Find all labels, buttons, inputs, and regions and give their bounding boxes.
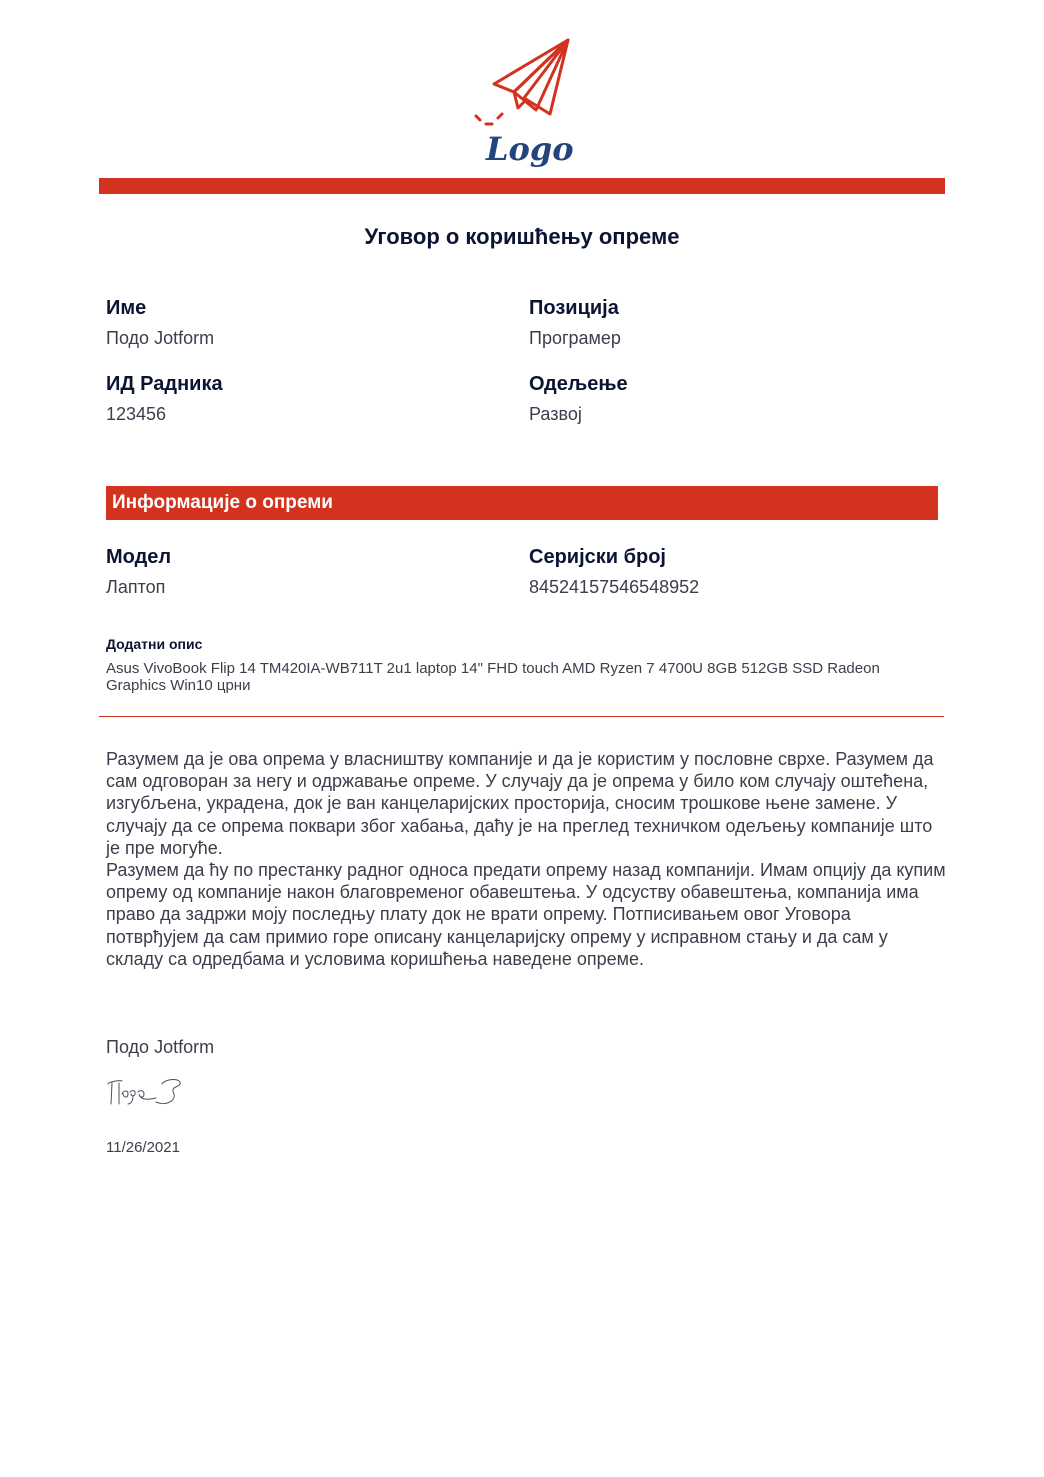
logo — [466, 36, 578, 176]
equipment-section-title: Информације о опреми — [112, 492, 333, 513]
employee-id-label: ИД Радника — [106, 373, 223, 395]
employee-id-field — [106, 373, 223, 425]
employee-id-value: 123456 — [106, 404, 167, 424]
serial-value: 84524157546548952 — [529, 577, 700, 597]
logo-text: Logo — [486, 130, 574, 168]
signatory-name: Подо Jotform — [106, 1037, 215, 1057]
header-accent-bar — [99, 178, 945, 194]
serial-field — [529, 546, 699, 598]
serial-label: Серијски број — [529, 546, 666, 568]
department-value: Развој — [529, 404, 582, 424]
department-field — [529, 373, 628, 425]
motion-dashes-icon — [476, 114, 502, 124]
position-field — [529, 297, 621, 349]
name-label: Име — [106, 297, 147, 319]
section-divider — [99, 716, 944, 717]
department-label: Одељење — [529, 373, 628, 395]
name-value: Подо Jotform — [106, 328, 215, 348]
position-label: Позиција — [529, 297, 619, 319]
description-value: Asus VivoBook Flip 14 TM420IA-WB711T 2u1 laptop 14" FHD touch AMD Ryzen 7 4700U 8GB 512GB SSD Radeon Graphics Win10 црни — [106, 660, 880, 694]
agreement-paragraph: Разумем да је ова опрема у власништву компаније и да је користим у пословне сврхе. Разумем да сам одговоран за негу и одржавање опреме. У случају да је опрема у било ком случају оштећена, изгубљена, украдена, док је ван канцеларијских просторија, сносим трошкове њене замене. У случају да се опрема поквари због хабања, даћу је на преглед техничком одељењу компаније што је пре могуће. — [106, 749, 934, 858]
signature-date: 11/26/2021 — [106, 1139, 180, 1156]
model-field — [106, 546, 171, 598]
position-value: Програмер — [529, 328, 621, 348]
model-label: Модел — [106, 546, 172, 568]
signature-image — [104, 1074, 188, 1110]
paper-plane-icon — [494, 40, 568, 114]
model-value: Лаптоп — [106, 577, 166, 597]
equipment-section-header — [106, 486, 938, 520]
document-title: Уговор о коришћењу опреме — [364, 224, 680, 249]
agreement-text — [106, 748, 946, 970]
name-field — [106, 297, 214, 349]
agreement-paragraph: Разумем да ћу по престанку радног односа предати опрему назад компанији. Имам опцију да купим опрему од компаније након благовременог обавештења. У одсуству обавештења, компанија има право да задржи моју последњу плату док не врати опрему. Потписивањем овог Уговора потврђујем да сам примио горе описану канцеларијску опрему у исправном стању и да сам у складу са одредбама и условима коришћења наведене опреме. — [106, 860, 946, 969]
description-label: Додатни опис — [106, 636, 203, 652]
